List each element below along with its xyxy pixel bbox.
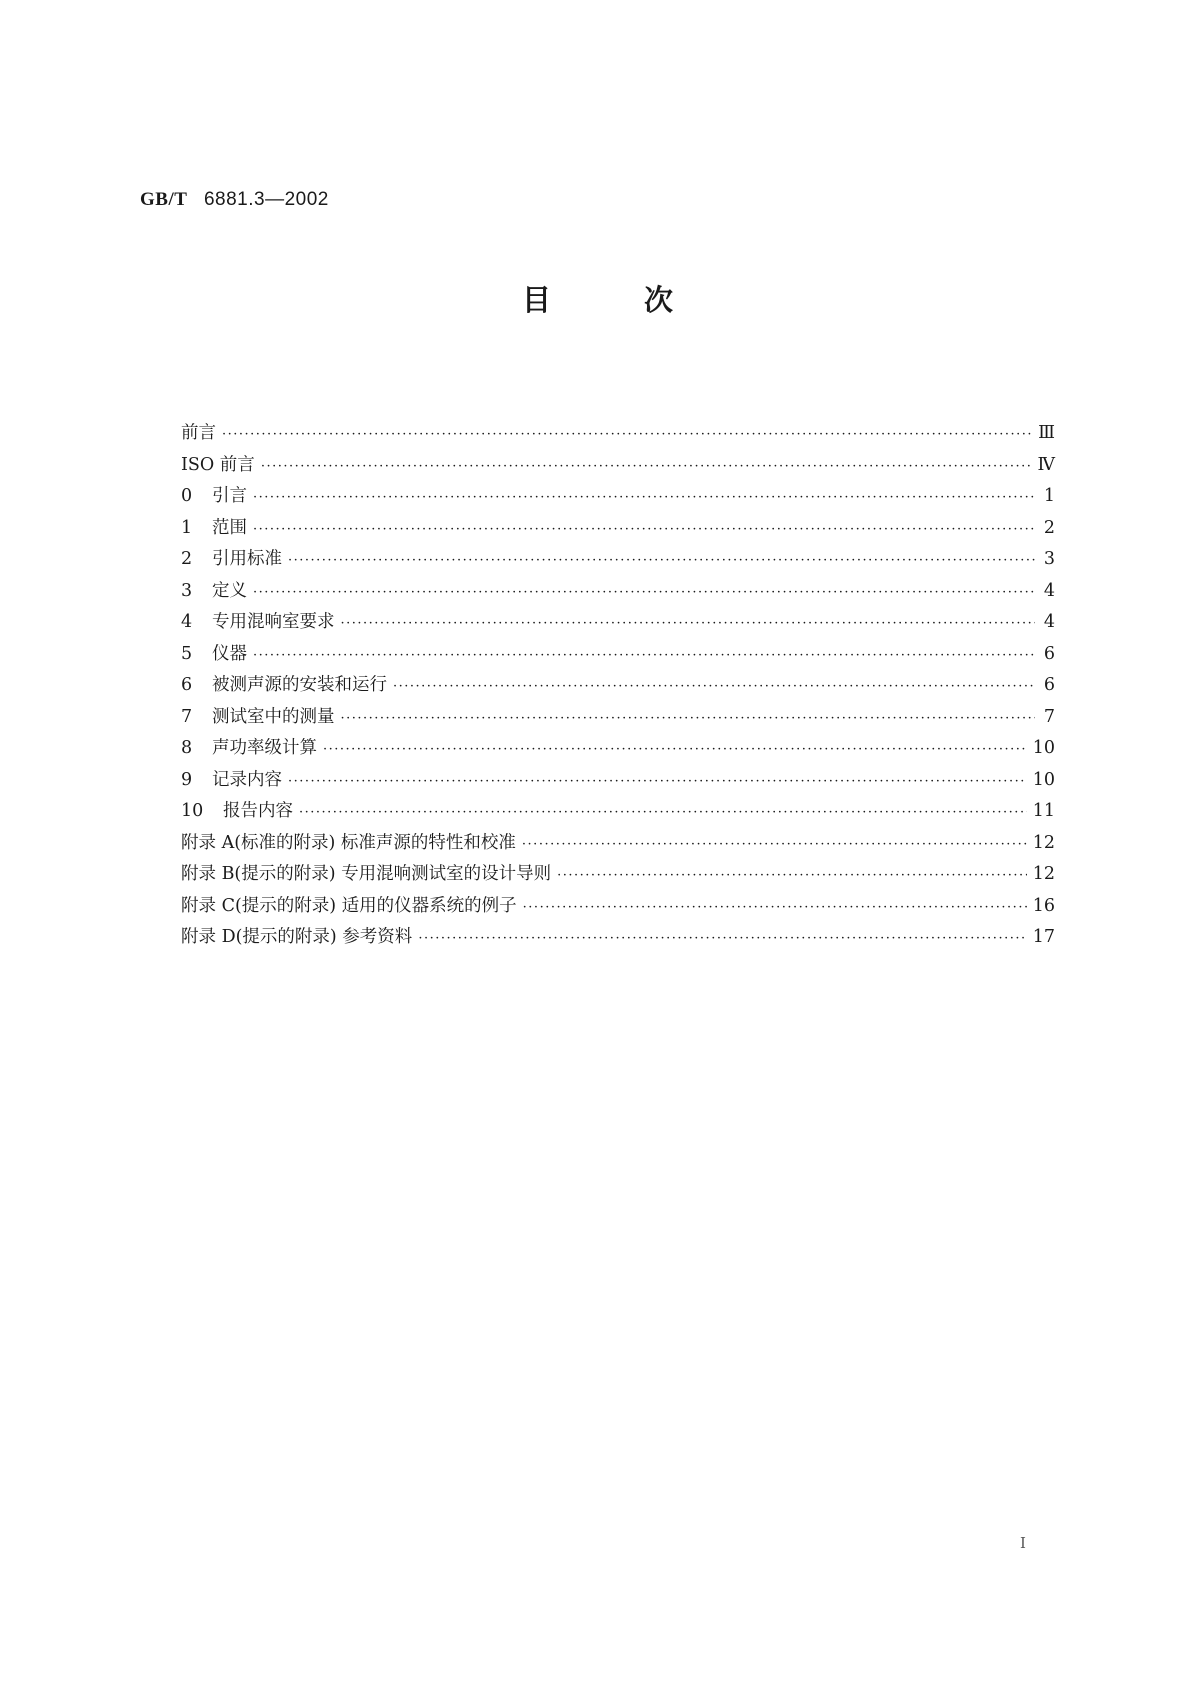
standard-code: 6881.3—2002: [203, 189, 329, 210]
toc-entry-page: 16: [1032, 895, 1055, 916]
toc-entry-page: 7: [1043, 706, 1055, 727]
toc-dot-leader: [261, 451, 1032, 483]
toc-entry-label: 声功率级计算: [212, 738, 317, 758]
toc-entry-page: Ⅳ: [1037, 454, 1055, 475]
toc-dot-leader: [557, 860, 1027, 892]
toc-title-char-2: 次: [644, 283, 674, 317]
toc-entry[interactable]: [181, 670, 1055, 702]
toc-entry-page: 10: [1032, 769, 1055, 790]
toc-entry[interactable]: [181, 859, 1055, 891]
toc-entry-page: 12: [1032, 864, 1055, 884]
toc-entry-label: 附录 B(提示的附录) 专用混响测试室的设计导则: [181, 864, 552, 884]
toc-title: [0, 280, 1191, 320]
toc-dot-leader: [341, 703, 1036, 735]
toc-entry[interactable]: [181, 544, 1055, 576]
toc-entry[interactable]: [181, 702, 1055, 734]
toc-dot-leader: [222, 419, 1032, 451]
toc-entry[interactable]: [181, 733, 1055, 765]
toc-entry[interactable]: [181, 891, 1055, 923]
toc-entry-label: 引用标准: [212, 549, 282, 569]
toc-dot-leader: [418, 923, 1026, 955]
standard-number-header: [140, 188, 329, 211]
toc-dot-leader: [253, 640, 1035, 672]
toc-entry[interactable]: [181, 513, 1055, 545]
toc-dot-leader: [299, 797, 1027, 829]
toc-entry[interactable]: [181, 450, 1055, 482]
toc-entry-number: 2: [181, 549, 193, 569]
toc-entry-page: 10: [1032, 738, 1055, 758]
toc-entry-number: 7: [181, 706, 193, 727]
toc-entry-number: 5: [181, 643, 193, 664]
toc-entry-page: 12: [1032, 832, 1055, 853]
toc-entry-label: ISO 前言: [181, 454, 255, 475]
toc-entry-number: 4: [181, 612, 193, 632]
toc-entry[interactable]: [181, 765, 1055, 797]
toc-entry[interactable]: [181, 576, 1055, 608]
toc-entry-label: 记录内容: [212, 769, 282, 790]
toc-entry-label: 范围: [212, 517, 247, 538]
toc-entry-number: 3: [181, 580, 193, 601]
toc-entry[interactable]: [181, 481, 1055, 513]
toc-entry-number: 8: [181, 738, 193, 758]
toc-dot-leader: [323, 734, 1027, 766]
toc-entry-label: 前言: [181, 423, 216, 443]
toc-entry-label: 引言: [212, 486, 247, 506]
standard-prefix: GB/T: [140, 189, 188, 210]
toc-entry-page: 4: [1043, 612, 1055, 632]
toc-entry[interactable]: [181, 639, 1055, 671]
toc-entry[interactable]: [181, 796, 1055, 828]
toc-dot-leader: [288, 766, 1027, 798]
toc-entry-number: 9: [181, 769, 193, 790]
toc-entry[interactable]: [181, 418, 1055, 450]
toc-entry-page: 6: [1043, 675, 1055, 695]
toc-dot-leader: [341, 608, 1036, 640]
toc-dot-leader: [288, 545, 1035, 577]
toc-entry-number: 0: [181, 486, 193, 506]
toc-entry-label: 报告内容: [223, 801, 293, 821]
toc-dot-leader: [253, 482, 1035, 514]
toc-entry-number: 10: [181, 801, 204, 821]
toc-dot-leader: [522, 829, 1027, 861]
toc-entry-page: 17: [1032, 927, 1055, 947]
toc-entry-page: 11: [1032, 801, 1055, 821]
toc-entry[interactable]: [181, 922, 1055, 954]
toc-entry-label: 附录 A(标准的附录) 标准声源的特性和校准: [181, 832, 516, 853]
toc-title-char-1: 目: [522, 283, 552, 317]
toc-entry-label: 附录 D(提示的附录) 参考资料: [181, 927, 413, 947]
table-of-contents: [181, 418, 1055, 954]
toc-entry-page: 1: [1043, 486, 1055, 506]
toc-dot-leader: [253, 577, 1035, 609]
toc-entry-page: 2: [1043, 517, 1055, 538]
toc-entry-label: 被测声源的安装和运行: [212, 675, 387, 695]
toc-entry-page: 6: [1043, 643, 1055, 664]
toc-entry-label: 专用混响室要求: [212, 612, 335, 632]
toc-entry[interactable]: [181, 828, 1055, 860]
toc-entry-label: 定义: [212, 580, 247, 601]
toc-dot-leader: [393, 671, 1035, 703]
toc-entry-page: 3: [1043, 549, 1055, 569]
toc-entry-number: 6: [181, 675, 193, 695]
toc-entry-label: 测试室中的测量: [212, 706, 335, 727]
toc-entry-page: 4: [1043, 580, 1055, 601]
toc-entry-number: 1: [181, 517, 193, 538]
toc-entry-page: Ⅲ: [1038, 423, 1055, 443]
toc-entry[interactable]: [181, 607, 1055, 639]
toc-dot-leader: [523, 892, 1027, 924]
toc-entry-label: 附录 C(提示的附录) 适用的仪器系统的例子: [181, 895, 517, 916]
toc-entry-label: 仪器: [212, 643, 247, 664]
page-number: I: [1020, 1534, 1026, 1552]
toc-dot-leader: [253, 514, 1035, 546]
